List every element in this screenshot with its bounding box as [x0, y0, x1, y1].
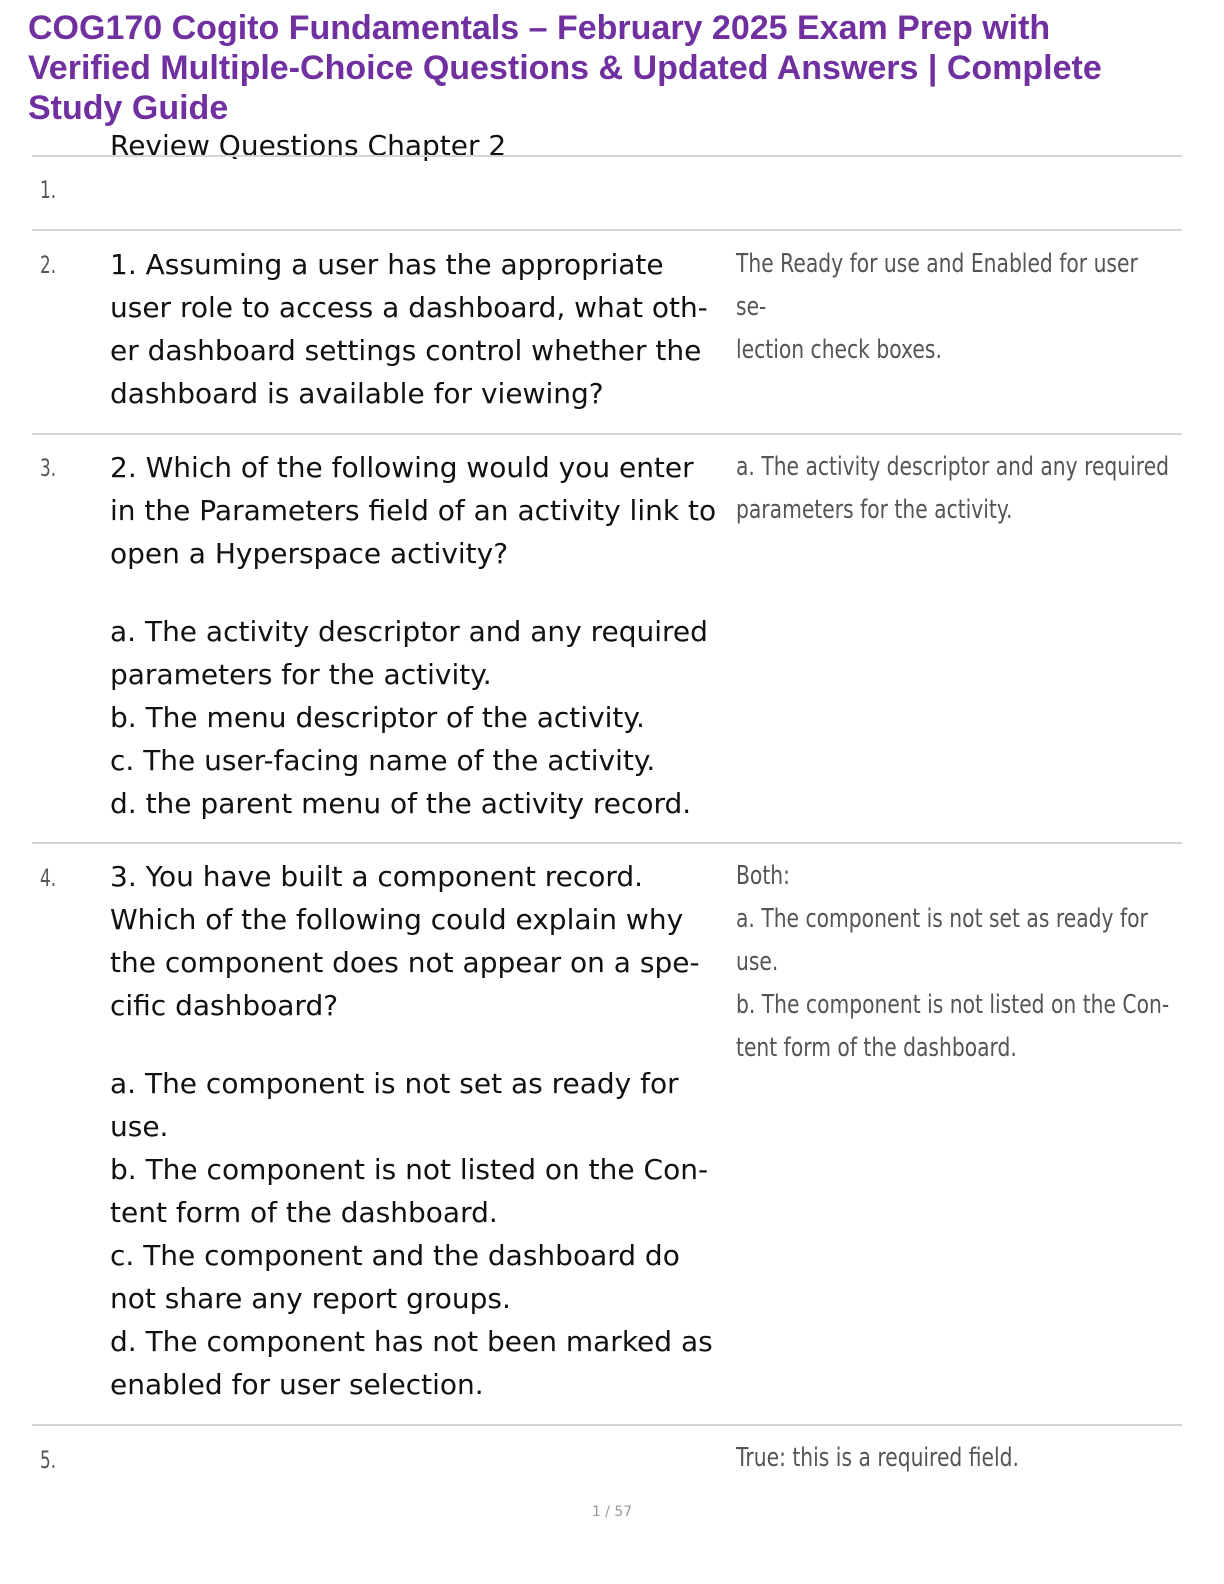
option-line: d. The component has not been marked as — [110, 1325, 713, 1358]
question-line: 1. Assuming a user has the appropriate — [110, 248, 664, 281]
option-line: b. The component is not listed on the Con- — [110, 1153, 709, 1186]
option-line: c. The component and the dashboard do — [110, 1239, 680, 1272]
answer-4 — [736, 1437, 1173, 1480]
row-divider — [32, 842, 1182, 844]
question-line: 3. You have built a component record. — [110, 860, 644, 893]
question-line: 2. Which of the following would you enter — [110, 451, 694, 484]
section-heading: Review Questions Chapter 2 — [110, 129, 507, 162]
row-number: 2. — [40, 251, 57, 279]
option-line: use. — [110, 1110, 169, 1143]
title-line-3: Study Guide — [28, 89, 229, 127]
row-divider — [32, 229, 1182, 231]
row-divider — [32, 155, 1182, 157]
question-line: dashboard is available for viewing? — [110, 377, 604, 410]
question-line: cific dashboard? — [110, 989, 339, 1022]
question-line: er dashboard settings control whether the — [110, 334, 702, 367]
row-number: 1. — [40, 176, 57, 204]
answer-line: Both: — [736, 861, 790, 891]
row-number: 4. — [40, 864, 57, 892]
option-line: a. The component is not set as ready for — [110, 1067, 679, 1100]
question-line: Which of the following could explain why — [110, 903, 684, 936]
answer-line: parameters for the activity. — [736, 495, 1013, 525]
answer-line: The Ready for use and Enabled for user se- — [736, 249, 1138, 322]
question-line: open a Hyperspace activity? — [110, 537, 509, 570]
document-title — [28, 8, 1198, 128]
option-line: a. The activity descriptor and any required — [110, 615, 708, 648]
row-divider — [32, 433, 1182, 435]
row-number: 3. — [40, 454, 57, 482]
row-divider — [32, 1424, 1182, 1426]
answer-2 — [736, 446, 1173, 532]
page-number: 1 / 57 — [591, 1504, 633, 1520]
answer-line: b. The component is not listed on the Con- — [736, 990, 1170, 1020]
answer-1 — [736, 243, 1173, 372]
answer-line: a. The activity descriptor and any required — [736, 452, 1170, 482]
option-line: c. The user-facing name of the activity. — [110, 744, 656, 777]
answer-line: tent form of the dashboard. — [736, 1033, 1017, 1063]
answer-line: lection check boxes. — [736, 335, 942, 365]
option-line: parameters for the activity. — [110, 658, 492, 691]
option-line: enabled for user selection. — [110, 1368, 484, 1401]
option-line: b. The menu descriptor of the activity. — [110, 701, 645, 734]
question-1 — [110, 243, 732, 415]
question-2 — [110, 446, 732, 825]
question-line: the component does not appear on a spe- — [110, 946, 700, 979]
question-line: user role to access a dashboard, what oth- — [110, 291, 708, 324]
row-number: 5. — [40, 1446, 57, 1474]
answer-line: True: this is a required field. — [736, 1443, 1019, 1473]
title-line-2: Verified Multiple-Choice Questions & Updated Answers | Complete — [28, 49, 1102, 87]
question-line: in the Parameters field of an activity link to — [110, 494, 717, 527]
option-line: d. the parent menu of the activity record. — [110, 787, 692, 820]
option-line: not share any report groups. — [110, 1282, 511, 1315]
answer-3 — [736, 855, 1173, 1070]
title-line-1: COG170 Cogito Fundamentals – February 2025 Exam Prep with — [28, 9, 1051, 47]
question-3 — [110, 855, 732, 1406]
option-line: tent form of the dashboard. — [110, 1196, 498, 1229]
answer-line: a. The component is not set as ready for use. — [736, 904, 1148, 977]
